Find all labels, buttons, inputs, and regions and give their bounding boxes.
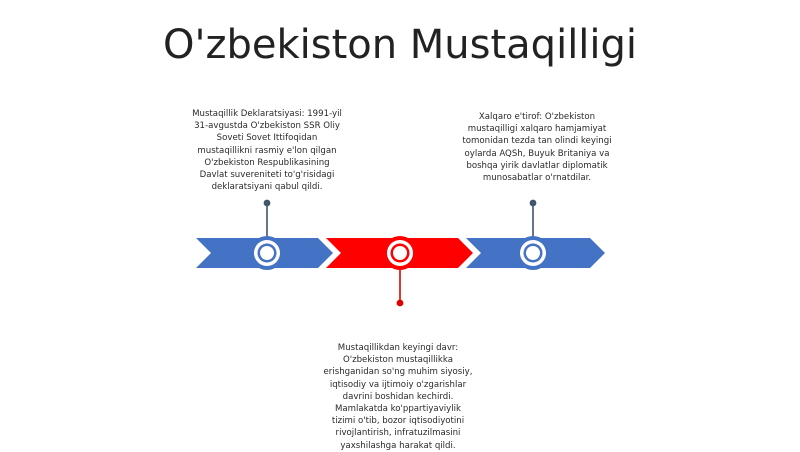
slide-title: O'zbekiston Mustaqilligi (162, 22, 638, 68)
connector-dot-2 (397, 300, 404, 307)
connector-dot-3 (530, 200, 537, 207)
connector-dot-1 (264, 200, 271, 207)
event-callout-recognition: Xalqaro e'tirof: O'zbekiston mustaqilligi xalqaro hamjamiyat tomonidan tezda tan olindi keyingi oylarda AQSh, Buyuk Britaniya va boshqa yirik davlatlar diplomatik munosabatlar o'rnatdilar. (462, 112, 612, 184)
event-callout-post-independence: Mustaqillikdan keyingi davr: O'zbekiston mustaqillikka erishganidan so'ng muhim siyosiy, iqtisodiy va ijtimoiy o'zgarishlar davrini boshidan kechirdi. Mamlakatda ko'ppartiyaviylik tizimi o'tib, bozor iqtisodiyotini rivojlantirish, infratuzilmasini yaxshilashga harakat qildi. (323, 343, 473, 451)
event-callout-declaration: Mustaqillik Deklaratsiyasi: 1991-yil 31-avgustda O'zbekiston SSR Oliy Soveti Sovet Ittifoqidan mustaqillikni rasmiy e'lon qilgan O'zbekiston Respublikasining Davlat suvereniteti to'g'risidagi deklaratsiyani qabul qildi. (192, 109, 342, 193)
